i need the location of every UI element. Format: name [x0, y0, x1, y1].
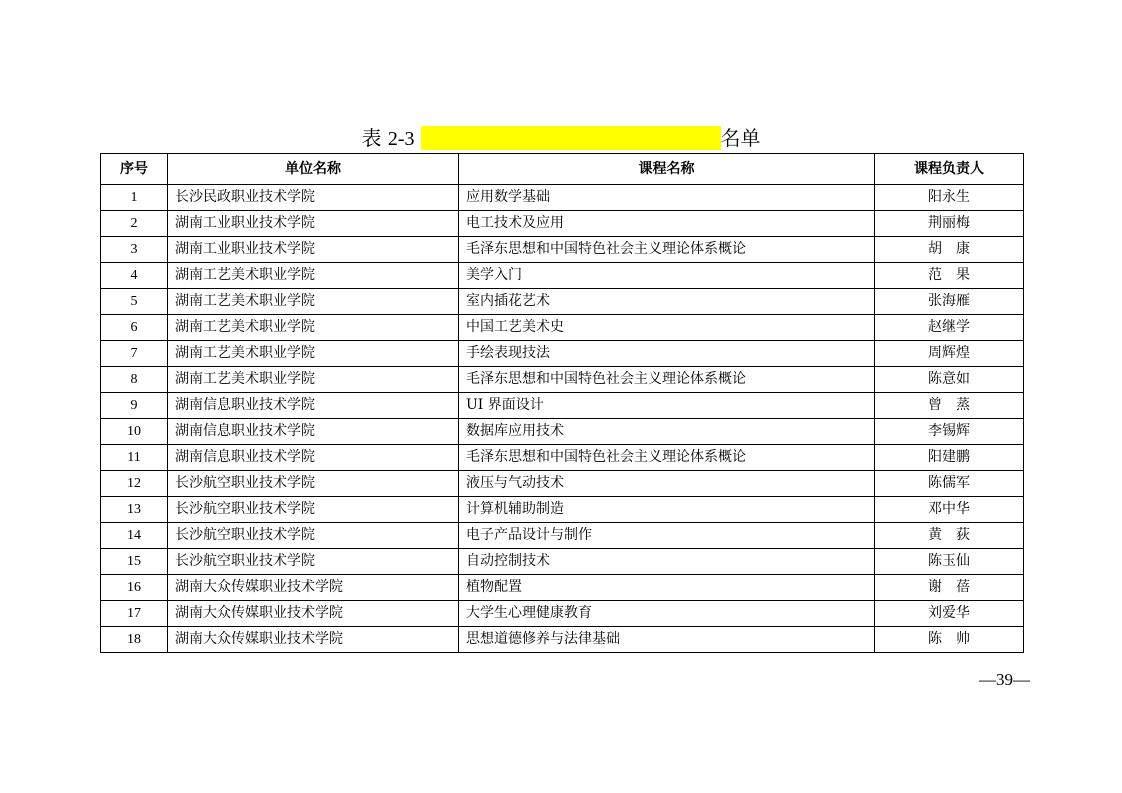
row-index: 5 [101, 289, 168, 315]
organization-name: 湖南信息职业技术学院 [168, 393, 459, 419]
organization-name: 湖南工艺美术职业学院 [168, 315, 459, 341]
table-row [101, 627, 1024, 653]
row-index: 4 [101, 263, 168, 289]
table-row [101, 341, 1024, 367]
course-name: 美学入门 [459, 263, 875, 289]
table-body [101, 185, 1024, 653]
table-row [101, 263, 1024, 289]
course-leader: 范 果 [875, 263, 1024, 289]
row-index: 6 [101, 315, 168, 341]
row-index: 10 [101, 419, 168, 445]
course-leader: 张海雁 [875, 289, 1024, 315]
table-row [101, 289, 1024, 315]
row-index: 2 [101, 211, 168, 237]
table-row [101, 523, 1024, 549]
course-leader: 周辉煌 [875, 341, 1024, 367]
row-index: 17 [101, 601, 168, 627]
row-index: 13 [101, 497, 168, 523]
caption-suffix: 名单 [720, 126, 761, 150]
course-name: 室内插花艺术 [459, 289, 875, 315]
organization-name: 湖南工业职业技术学院 [168, 211, 459, 237]
table-row [101, 497, 1024, 523]
row-index: 3 [101, 237, 168, 263]
course-name: 毛泽东思想和中国特色社会主义理论体系概论 [459, 237, 875, 263]
column-header-course: 课程名称 [459, 154, 875, 185]
course-leader: 陈意如 [875, 367, 1024, 393]
course-name: 毛泽东思想和中国特色社会主义理论体系概论 [459, 445, 875, 471]
course-leader: 陈 帅 [875, 627, 1024, 653]
organization-name: 长沙航空职业技术学院 [168, 471, 459, 497]
row-index: 12 [101, 471, 168, 497]
course-leader: 陈儒军 [875, 471, 1024, 497]
course-leader: 曾 蒸 [875, 393, 1024, 419]
table-row [101, 601, 1024, 627]
course-name: UI 界面设计 [459, 393, 875, 419]
column-header-organization: 单位名称 [168, 154, 459, 185]
course-name: 自动控制技术 [459, 549, 875, 575]
table-row [101, 471, 1024, 497]
organization-name: 湖南大众传媒职业技术学院 [168, 601, 459, 627]
course-name: 思想道德修养与法律基础 [459, 627, 875, 653]
organization-name: 湖南大众传媒职业技术学院 [168, 575, 459, 601]
table-row [101, 367, 1024, 393]
organization-name: 长沙航空职业技术学院 [168, 497, 459, 523]
course-leader: 胡 康 [875, 237, 1024, 263]
course-leader: 黄 荻 [875, 523, 1024, 549]
course-name: 应用数学基础 [459, 185, 875, 211]
course-leader: 邓中华 [875, 497, 1024, 523]
row-index: 8 [101, 367, 168, 393]
organization-name: 湖南信息职业技术学院 [168, 419, 459, 445]
course-name: 毛泽东思想和中国特色社会主义理论体系概论 [459, 367, 875, 393]
organization-name: 湖南工艺美术职业学院 [168, 263, 459, 289]
course-name: 手绘表现技法 [459, 341, 875, 367]
table-row [101, 185, 1024, 211]
organization-name: 湖南工业职业技术学院 [168, 237, 459, 263]
table-row [101, 419, 1024, 445]
page-number: —39— [979, 670, 1030, 689]
course-leader: 谢 蓓 [875, 575, 1024, 601]
row-index: 16 [101, 575, 168, 601]
course-name: 植物配置 [459, 575, 875, 601]
caption-prefix: 表 [361, 126, 382, 150]
organization-name: 湖南信息职业技术学院 [168, 445, 459, 471]
course-name: 大学生心理健康教育 [459, 601, 875, 627]
course-leader: 荆丽梅 [875, 211, 1024, 237]
row-index: 11 [101, 445, 168, 471]
table-row [101, 315, 1024, 341]
organization-name: 湖南工艺美术职业学院 [168, 341, 459, 367]
table-caption [0, 124, 1122, 152]
row-index: 15 [101, 549, 168, 575]
course-leader: 阳永生 [875, 185, 1024, 211]
course-leader: 阳建鹏 [875, 445, 1024, 471]
row-index: 18 [101, 627, 168, 653]
highlighted-redaction [421, 126, 721, 150]
course-leader: 李锡辉 [875, 419, 1024, 445]
row-index: 14 [101, 523, 168, 549]
table-row [101, 549, 1024, 575]
course-name: 数据库应用技术 [459, 419, 875, 445]
organization-name: 湖南工艺美术职业学院 [168, 289, 459, 315]
table-row [101, 575, 1024, 601]
column-header-person: 课程负责人 [875, 154, 1024, 185]
course-name: 计算机辅助制造 [459, 497, 875, 523]
course-name: 电子产品设计与制作 [459, 523, 875, 549]
course-leader: 陈玉仙 [875, 549, 1024, 575]
column-header-index: 序号 [101, 154, 168, 185]
row-index: 9 [101, 393, 168, 419]
row-index: 7 [101, 341, 168, 367]
organization-name: 湖南工艺美术职业学院 [168, 367, 459, 393]
caption-number: 2-3 [387, 128, 415, 150]
course-leader: 刘爱华 [875, 601, 1024, 627]
organization-name: 长沙航空职业技术学院 [168, 549, 459, 575]
course-name: 中国工艺美术史 [459, 315, 875, 341]
course-name: 液压与气动技术 [459, 471, 875, 497]
table-header-row [101, 154, 1024, 185]
row-index: 1 [101, 185, 168, 211]
table-row [101, 445, 1024, 471]
table-row [101, 393, 1024, 419]
organization-name: 湖南大众传媒职业技术学院 [168, 627, 459, 653]
organization-name: 长沙航空职业技术学院 [168, 523, 459, 549]
course-roster-table [100, 153, 1024, 653]
course-leader: 赵继学 [875, 315, 1024, 341]
organization-name: 长沙民政职业技术学院 [168, 185, 459, 211]
table-row [101, 211, 1024, 237]
table-row [101, 237, 1024, 263]
course-name: 电工技术及应用 [459, 211, 875, 237]
